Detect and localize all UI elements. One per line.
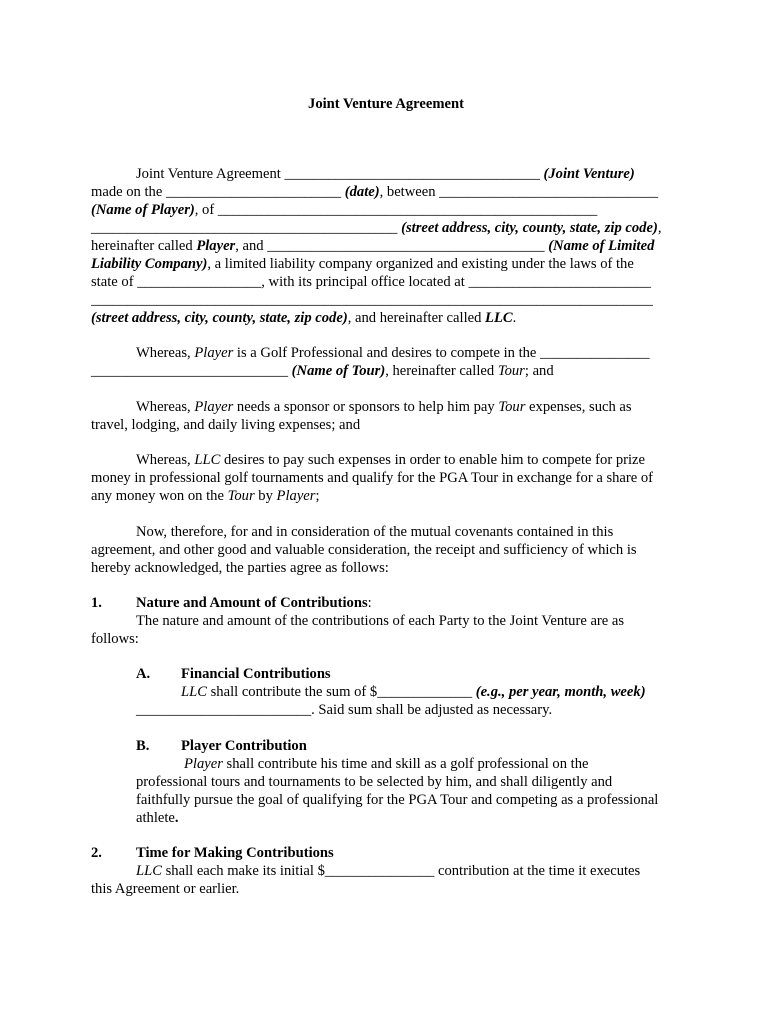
intro-line: Liability Company), a limited liability company organized and existing under the laws of the bbox=[91, 256, 634, 272]
intro-line: made on the ________________________ (date), between ______________________________ bbox=[91, 184, 659, 200]
intro-paragraph bbox=[91, 165, 681, 327]
intro-line: (street address, city, county, state, zip code), and hereinafter called LLC. bbox=[91, 310, 517, 326]
section-a: A. Financial Contributions LLC shall contribute the sum of $_____________ (e.g., per year, month, week) ________________________. Said sum shall be adjusted as necessary. bbox=[136, 665, 681, 719]
intro-line: (Name of Player), of ____________________________________________________ bbox=[91, 202, 598, 218]
whereas-paragraph-3: Whereas, LLC desires to pay such expenses in order to enable him to compete for prize money in professional golf tournaments and qualify for the PGA Tour in exchange for a share of any money won on the Tour by Player; bbox=[91, 452, 654, 504]
section-1-heading: 1. Nature and Amount of Contributions: bbox=[91, 595, 372, 611]
section-1: 1. Nature and Amount of Contributions: The nature and amount of the contributions of each Party to the Joint Venture are as follows: bbox=[91, 594, 681, 648]
intro-line: __________________________________________ (street address, city, county, state, zip code), bbox=[91, 220, 662, 236]
section-b-heading: B. Player Contribution bbox=[136, 738, 307, 754]
now-therefore-paragraph: Now, therefore, for and in consideration of the mutual covenants contained in this agreement, and other good and valuable consideration, the receipt and sufficiency of which is hereby acknowledged, the parties agree as follows: bbox=[91, 524, 637, 576]
intro-line: Joint Venture Agreement ___________________________________ (Joint Venture) bbox=[136, 166, 635, 182]
document-title: Joint Venture Agreement bbox=[308, 96, 464, 112]
whereas-paragraph-2: Whereas, Player needs a sponsor or sponsors to help him pay Tour expenses, such as travel, lodging, and daily living expenses; and bbox=[91, 399, 632, 433]
section-2: 2. Time for Making Contributions LLC shall each make its initial $_______________ contribution at the time it executes this Agreement or earlier. bbox=[91, 844, 681, 898]
intro-line: _____________________________________________________________________________ bbox=[91, 292, 653, 308]
intro-line: state of _________________, with its principal office located at _________________________ bbox=[91, 274, 651, 290]
section-2-heading: 2. Time for Making Contributions bbox=[91, 845, 334, 861]
section-b: B. Player Contribution Player shall contribute his time and skill as a golf professional on the professional tours and tournaments to be selected by him, and shall diligently and faithfully pursue the goal of qualifying for the PGA Tour and competing as a professional athlete. bbox=[136, 737, 681, 827]
intro-line: hereinafter called Player, and ______________________________________ (Name of Limited bbox=[91, 238, 655, 254]
section-a-heading: A. Financial Contributions bbox=[136, 666, 331, 682]
whereas-paragraph-1: Whereas, Player is a Golf Professional and desires to compete in the _______________ ___________________________ (Name of Tour), hereinafter called Tour; and bbox=[91, 345, 650, 379]
